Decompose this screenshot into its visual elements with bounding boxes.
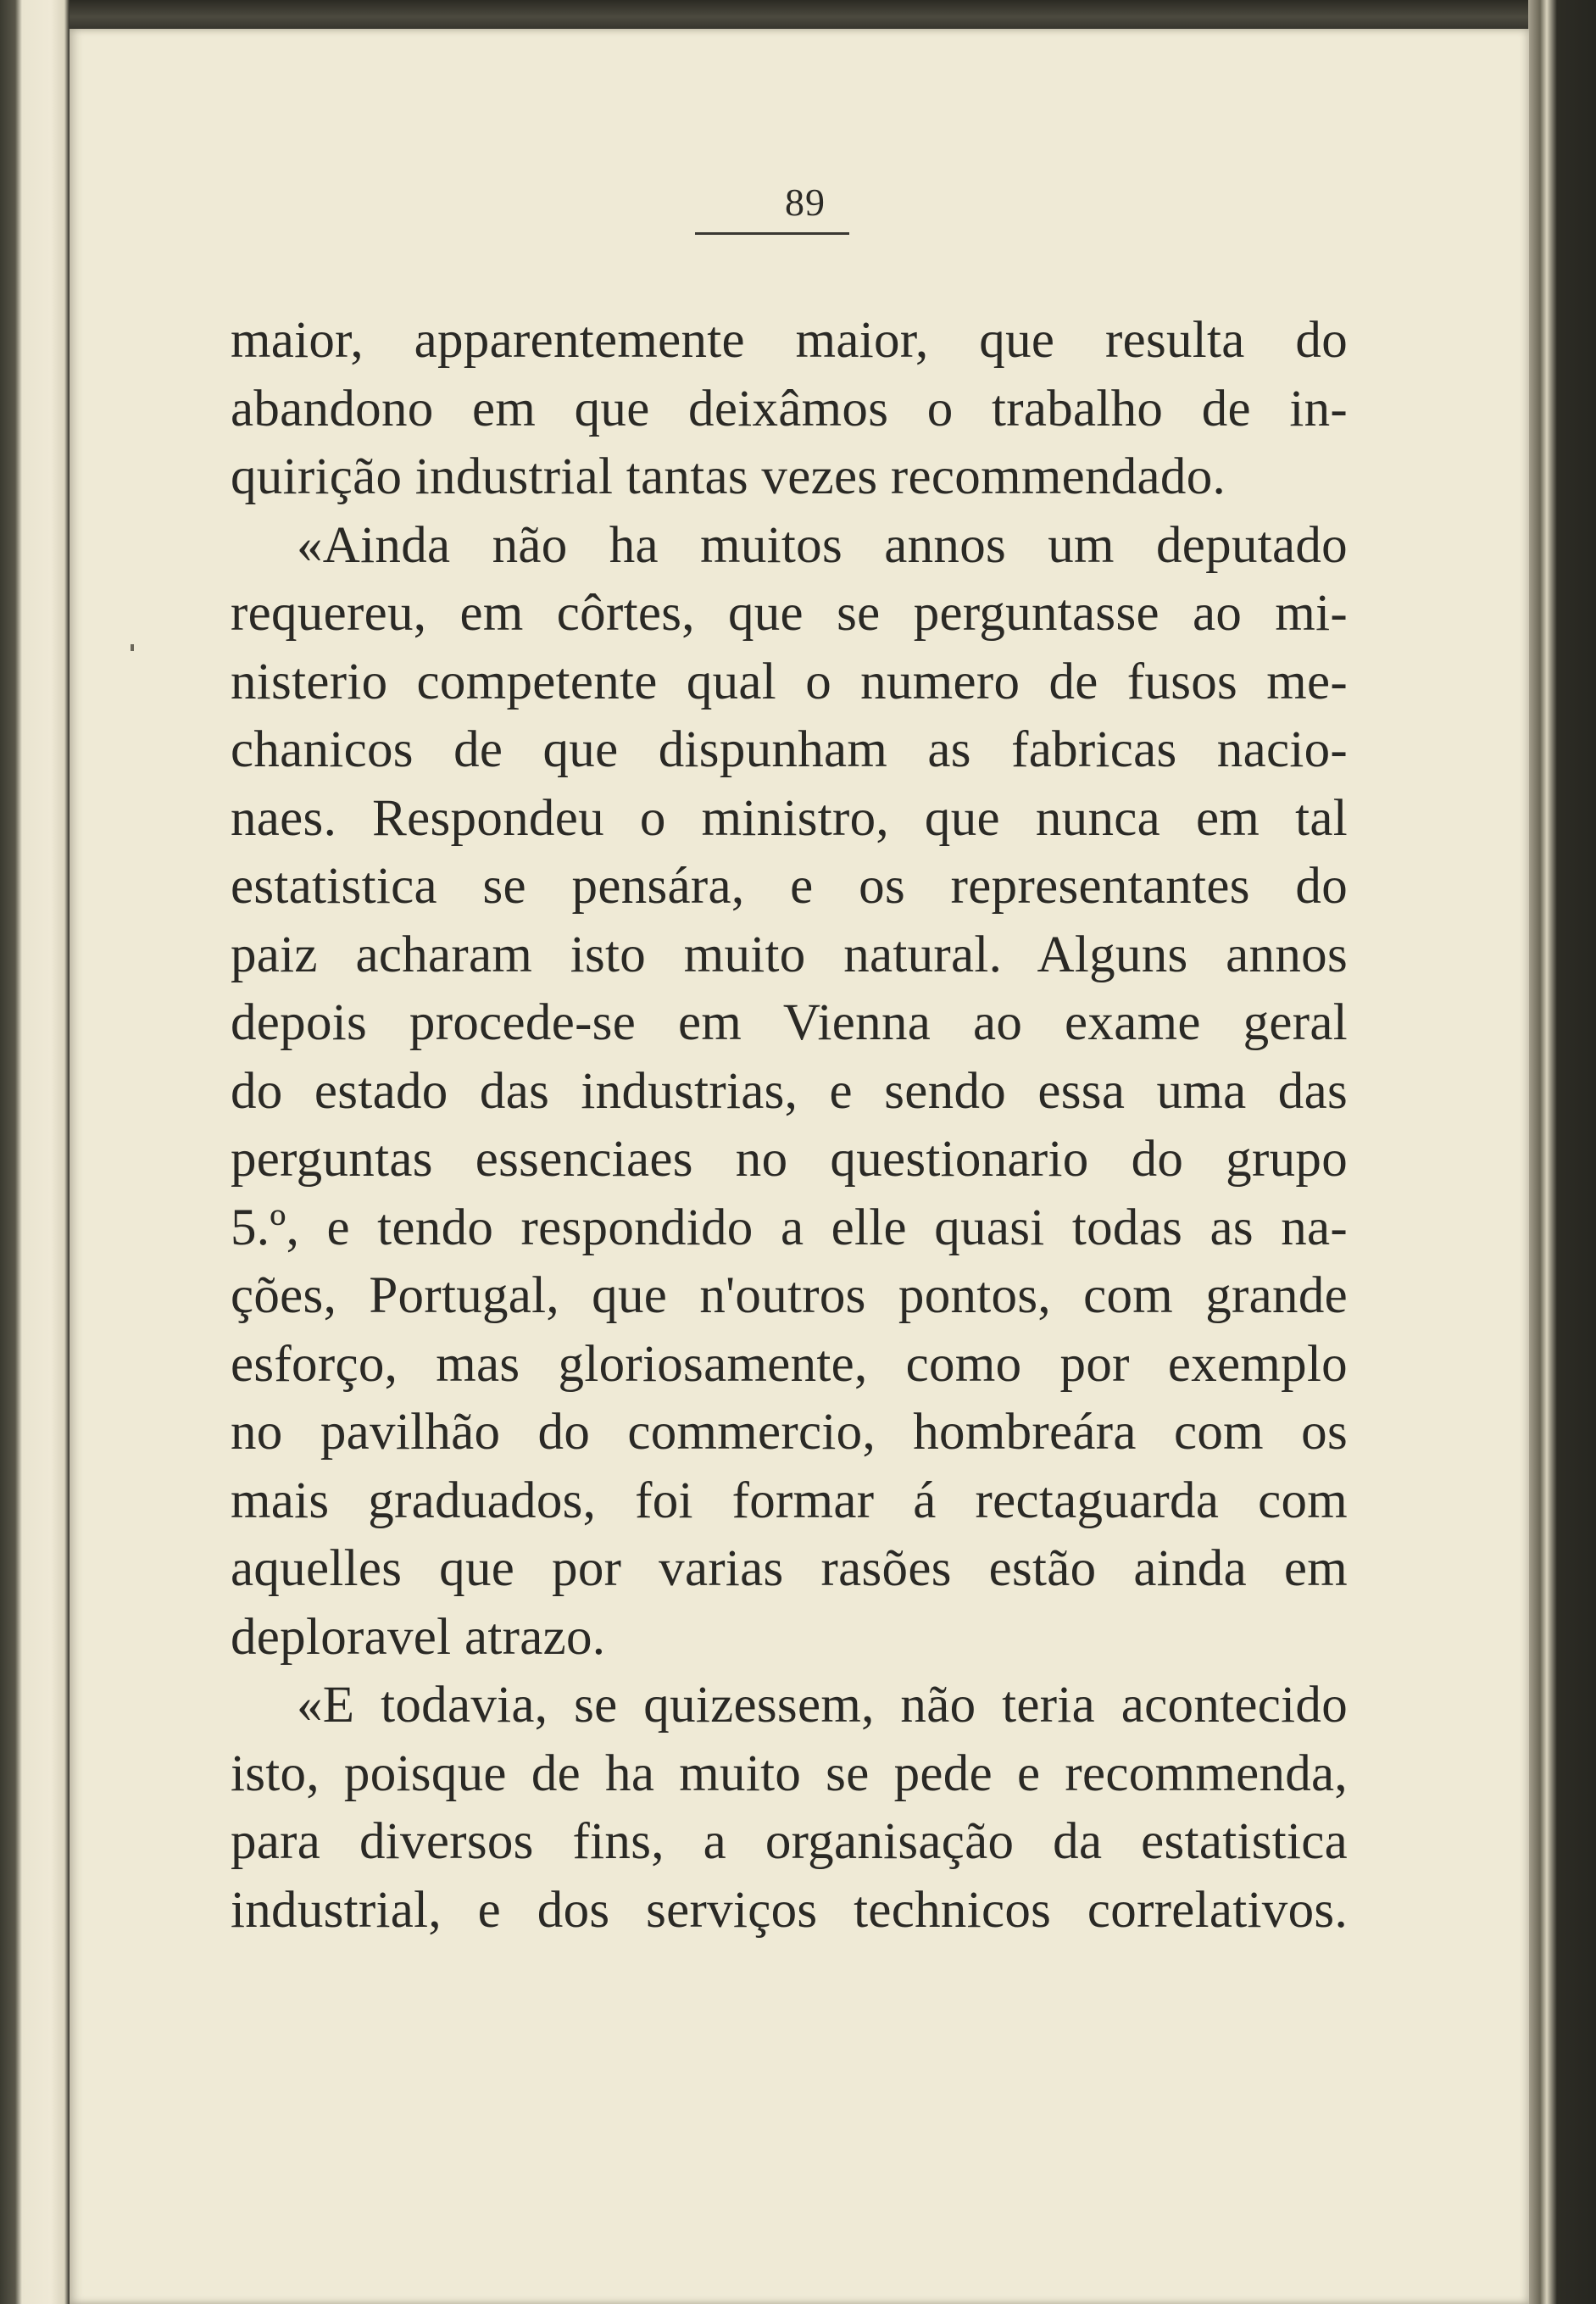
text-line: esforço, mas gloriosamente, como por exemplo bbox=[231, 1335, 1348, 1393]
book-page bbox=[70, 29, 1529, 2304]
text-line: mais graduados, foi formar á rectaguarda com bbox=[231, 1472, 1348, 1529]
text-line: chanicos de que dispunham as fabricas nacio- bbox=[231, 721, 1348, 778]
text-line: depois procede-se em Vienna ao exame geral bbox=[231, 994, 1348, 1051]
text-line: requereu, em côrtes, que se perguntasse ao mi- bbox=[231, 585, 1348, 642]
text-line: abandono em que deixâmos o trabalho de in- bbox=[231, 380, 1348, 437]
text-line: no pavilhão do commercio, hombreára com os bbox=[231, 1404, 1348, 1461]
margin-mark bbox=[131, 644, 134, 651]
text-line: aquelles que por varias rasões estão ainda em bbox=[231, 1540, 1348, 1597]
text-line: naes. Respondeu o ministro, que nunca em tal bbox=[231, 789, 1348, 847]
text-line: 5.º, e tendo respondido a elle quasi todas as na- bbox=[231, 1199, 1348, 1256]
text-line: nisterio competente qual o numero de fusos me- bbox=[231, 653, 1348, 710]
text-line: quirição industrial tantas vezes recommendado. bbox=[231, 448, 1226, 505]
right-page-edges bbox=[1528, 0, 1596, 2304]
text-line: perguntas essenciaes no questionario do grupo bbox=[231, 1131, 1348, 1188]
text-line: paiz acharam isto muito natural. Alguns annos bbox=[231, 926, 1348, 983]
text-line: ções, Portugal, que n'outros pontos, com grande bbox=[231, 1267, 1348, 1324]
text-line: para diversos fins, a organisação da estatistica bbox=[231, 1813, 1348, 1870]
text-line: «E todavia, se quizessem, não teria acontecido bbox=[297, 1677, 1348, 1734]
text-line: maior, apparentemente maior, que resulta do bbox=[231, 312, 1348, 369]
page-number-rule bbox=[695, 232, 849, 235]
text-line: industrial, e dos serviços technicos correlativos. bbox=[231, 1881, 1348, 1939]
left-binding bbox=[0, 0, 70, 2304]
body-text bbox=[231, 307, 1348, 1945]
text-line: do estado das industrias, e sendo essa uma das bbox=[231, 1062, 1348, 1120]
text-line: estatistica se pensára, e os representantes do bbox=[231, 858, 1348, 915]
page-number: 89 bbox=[785, 181, 826, 224]
text-line: isto, poisque de ha muito se pede e recommenda, bbox=[231, 1745, 1348, 1802]
text-line: deploravel atrazo. bbox=[231, 1608, 606, 1666]
text-line: «Ainda não ha muitos annos um deputado bbox=[297, 516, 1348, 574]
